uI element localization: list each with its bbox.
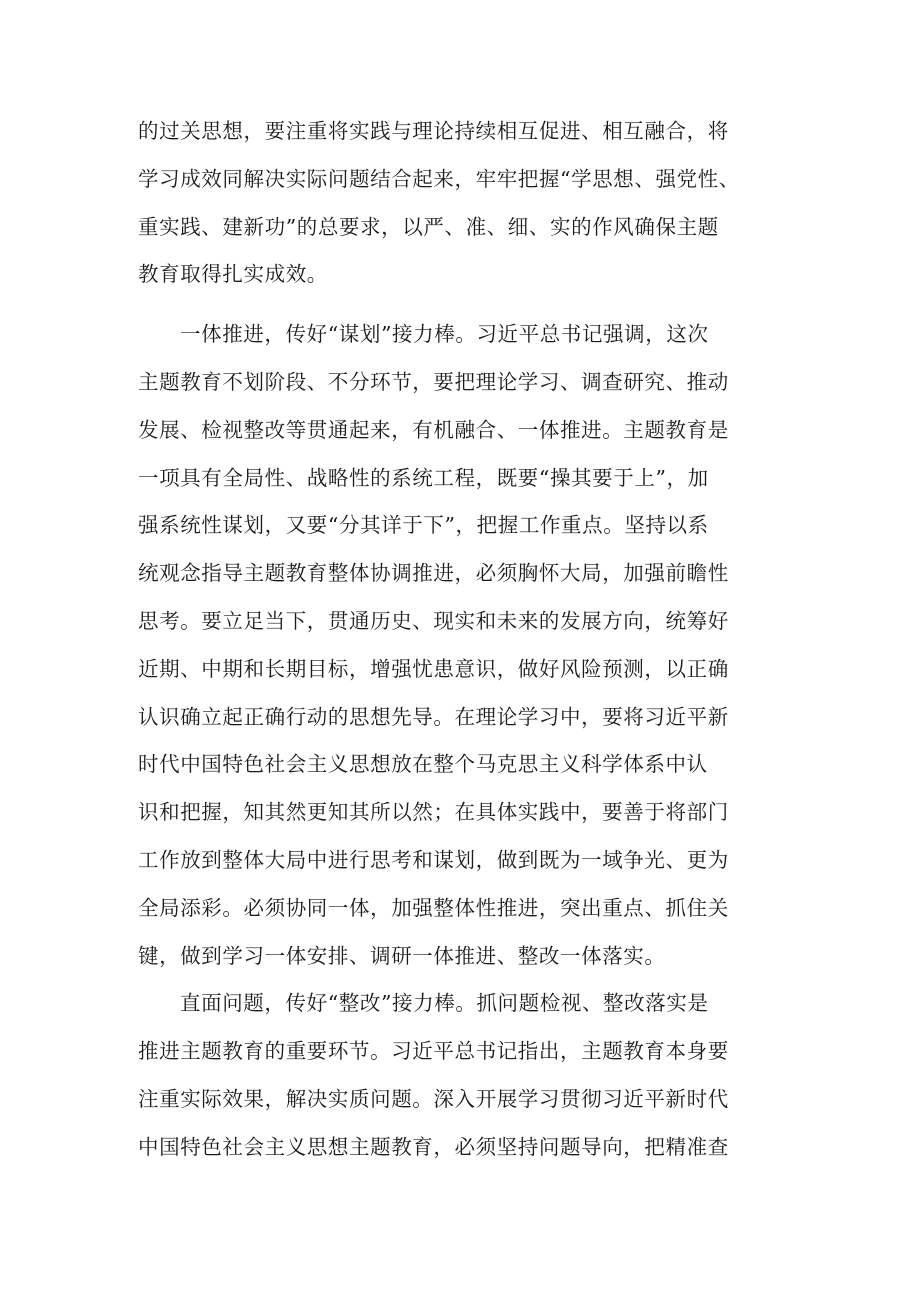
text-line: 发展、检视整改等贯通起来，有机融合、一体推进。主题教育是 xyxy=(138,417,729,442)
text-line: 强系统性谋划，又要“分其详于下”，把握工作重点。坚持以系 xyxy=(138,513,709,538)
text-line: 统观念指导主题教育整体协调推进，必须胸怀大局，加强前瞻性 xyxy=(138,561,729,586)
text-line: 学习成效同解决实际问题结合起来，牢牢把握“学思想、强党性、 xyxy=(138,166,740,191)
text-line: 主题教育不划阶段、不分环节，要把理论学习、调查研究、推动 xyxy=(138,369,729,394)
paragraph-2 xyxy=(138,311,798,980)
text-line: 全局添彩。必须协同一体，加强整体性推进，突出重点、抓住关 xyxy=(138,895,729,920)
text-line: 近期、中期和长期目标，增强忧患意识，做好风险预测，以正确 xyxy=(138,656,729,681)
text-line: 时代中国特色社会主义思想放在整个马克思主义科学体系中认 xyxy=(138,752,708,777)
text-line: 键，做到学习一体安排、调研一体推进、整改一体落实。 xyxy=(138,943,666,968)
text-line: 思考。要立足当下，贯通历史、现实和未来的发展方向，统筹好 xyxy=(138,608,729,633)
text-line: 工作放到整体大局中进行思考和谋划，做到既为一域争光、更为 xyxy=(138,847,729,872)
text-line: 注重实际效果，解决实质问题。深入开展学习贯彻习近平新时代 xyxy=(138,1086,729,1111)
paragraph-1 xyxy=(138,108,798,299)
paragraph-3 xyxy=(138,980,798,1171)
text-line: 教育取得扎实成效。 xyxy=(138,262,328,287)
text-line: 推进主题教育的重要环节。习近平总书记指出，主题教育本身要 xyxy=(138,1039,729,1064)
text-line-first: 直面问题，传好“整改”接力棒。抓问题检视、整改落实是 xyxy=(180,991,709,1016)
text-line: 重实践、建新功”的总要求，以严、准、细、实的作风确保主题 xyxy=(138,214,719,239)
text-line: 识和把握，知其然更知其所以然；在具体实践中，要善于将部门 xyxy=(138,800,729,825)
text-line: 中国特色社会主义思想主题教育，必须坚持问题导向，把精准查 xyxy=(138,1134,729,1159)
text-line: 认识确立起正确行动的思想先导。在理论学习中，要将习近平新 xyxy=(138,704,729,729)
paragraph-gap xyxy=(138,299,798,311)
text-line: 一项具有全局性、战略性的系统工程，既要“操其要于上”，加 xyxy=(138,465,709,490)
text-line: 的过关思想，要注重将实践与理论持续相互促进、相互融合，将 xyxy=(138,119,729,143)
text-line-first: 一体推进，传好“谋划”接力棒。习近平总书记强调，这次 xyxy=(180,322,709,347)
document-body xyxy=(138,108,798,1172)
